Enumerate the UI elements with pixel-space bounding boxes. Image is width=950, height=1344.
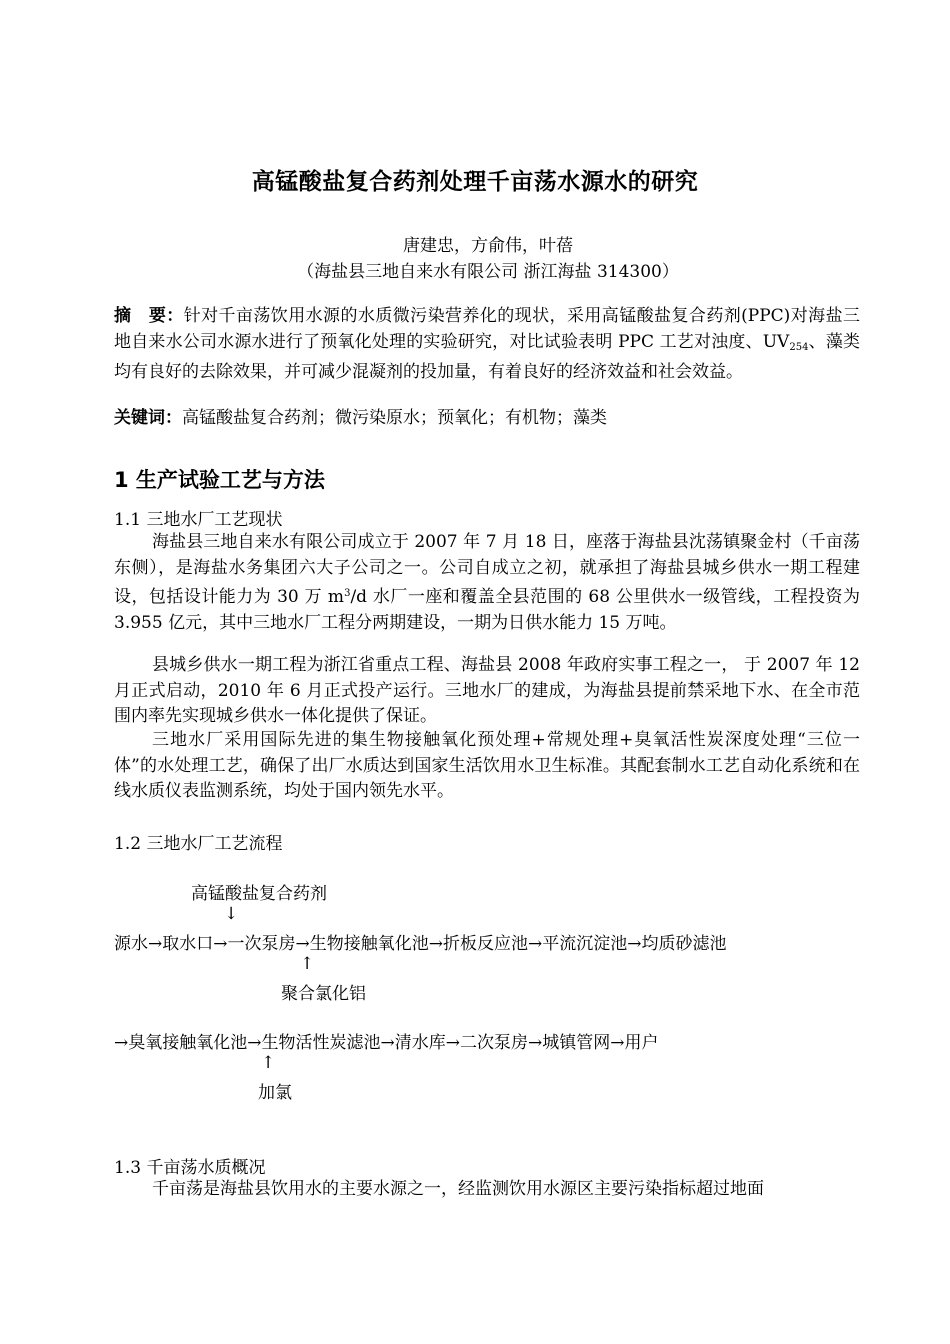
paper-title: 高锰酸盐复合药剂处理千亩荡水源水的研究 bbox=[251, 169, 699, 195]
abstract bbox=[114, 304, 860, 386]
abstract-text-a: 针对千亩荡饮用水源的水质微污染营养化的现状，采用高锰酸盐复合药剂(PPC)对海盐三地自来水公司水源水进行了预氧化处理的实验研究，对比试验表明 PPC 工艺对浊度、UV bbox=[114, 306, 860, 352]
abstract-text-b: 、藻类均有良好的去除效果，并可减少混凝剂的投加量，有着良好的经济效益和社会效益。 bbox=[114, 331, 861, 382]
flow-coagulant-label: 聚合氯化铝 bbox=[281, 984, 366, 1004]
keywords bbox=[114, 406, 860, 432]
abstract-label: 摘 要： bbox=[114, 306, 184, 326]
affiliation: （海盐县三地自来水有限公司 浙江海盐 314300） bbox=[297, 262, 679, 282]
author-list: 唐建忠，方俞伟，叶蓓 bbox=[403, 236, 573, 256]
flow-down-arrow: ↓ bbox=[224, 904, 239, 924]
paragraph-1-3-a: 千亩荡是海盐县饮用水的主要水源之一，经监测饮用水源区主要污染指标超过地面 bbox=[152, 1179, 764, 1199]
abstract-subscript: 254 bbox=[789, 341, 809, 353]
section-1-heading: 1 生产试验工艺与方法 bbox=[114, 468, 325, 492]
unit-superscript: 3 bbox=[344, 588, 351, 599]
paragraph-1-1-a-text-a: 海盐县三地自来水有限公司成立于 2007 年 7 月 18 日，座落于海盐县沈荡镇聚金村（千亩荡东侧），是海盐水务集团六大子公司之一。公司自成立之初，就承担了海盐县城乡供水一期工程建设，包括设计能力为 30 万 m bbox=[114, 532, 860, 607]
subsection-1-2-heading: 1.2 三地水厂工艺流程 bbox=[114, 834, 283, 854]
subsection-1-1-heading: 1.1 三地水厂工艺现状 bbox=[114, 510, 283, 530]
process-flow-line-1: 源水→取水口→一次泵房→生物接触氧化池→折板反应池→平流沉淀池→均质砂滤池 bbox=[114, 934, 727, 954]
flow-oxidant-label: 高锰酸盐复合药剂 bbox=[191, 884, 327, 904]
keywords-label: 关键词： bbox=[114, 408, 182, 428]
paragraph-1-1-c: 三地水厂采用国际先进的集生物接触氧化预处理+常规处理+臭氧活性炭深度处理“三位一体”的水处理工艺，确保了出厂水质达到国家生活饮用水卫生标准。其配套制水工艺自动化系统和在线水质仪表监测系统，均处于国内领先水平。 bbox=[114, 730, 860, 801]
keywords-text: 高锰酸盐复合药剂；微污染原水；预氧化；有机物；藻类 bbox=[182, 408, 607, 428]
paragraph-1-1-b: 县城乡供水一期工程为浙江省重点工程、海盐县 2008 年政府实事工程之一， 于 2007 年 12 月正式启动，2010 年 6 月正式投产运行。三地水厂的建成，为海盐县提前禁采地下水、在全市范围内率先实现城乡供水一体化提供了保证。 bbox=[114, 655, 860, 726]
paragraph-1-1-a bbox=[114, 530, 860, 636]
paragraph-1-1-a-text-b: /d 水厂一座和覆盖全县范围的 68 公里供水一级管线，工程投资为 3.955 亿元，其中三地水厂工程分两期建设，一期为日供水能力 15 万吨。 bbox=[114, 587, 861, 633]
flow-up-arrow-2: ↑ bbox=[261, 1053, 276, 1073]
flow-up-arrow: ↑ bbox=[300, 954, 315, 974]
flow-chlorine-label: 加氯 bbox=[258, 1083, 292, 1103]
process-flow-line-2: →臭氧接触氧化池→生物活性炭滤池→清水库→二次泵房→城镇管网→用户 bbox=[114, 1033, 659, 1053]
subsection-1-3-heading: 1.3 千亩荡水质概况 bbox=[114, 1158, 266, 1178]
